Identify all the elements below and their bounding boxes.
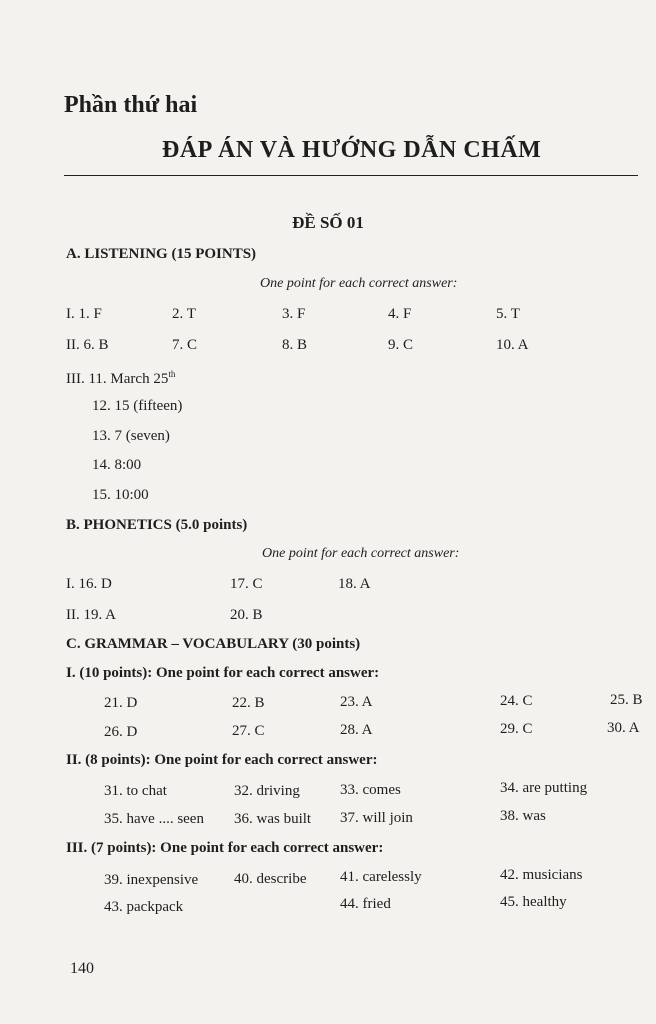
answer-item: 26. D: [104, 724, 138, 740]
grammar-heading: C. GRAMMAR – VOCABULARY (30 points): [66, 636, 361, 652]
answer-item: 9. C: [388, 337, 414, 353]
answer-item: 20. B: [230, 607, 263, 623]
answer-item: 15. 10:00: [92, 487, 149, 503]
answer-item: 24. C: [500, 693, 533, 709]
answer-item: 43. packpack: [104, 899, 184, 915]
answer-item: 13. 7 (seven): [92, 428, 170, 444]
phonetics-note: One point for each correct answer:: [262, 546, 460, 561]
listening-heading: A. LISTENING (15 POINTS): [66, 246, 257, 262]
answer-item: 40. describe: [234, 871, 307, 887]
answer-item: 29. C: [500, 721, 533, 737]
answer-item: II. 19. A: [66, 607, 116, 623]
answer-item: 36. was built: [234, 811, 312, 827]
answer-item: 21. D: [104, 695, 138, 711]
answer-item: 4. F: [388, 306, 412, 322]
answer-item: 38. was: [500, 808, 546, 824]
answer-text: III. 11. March 25: [66, 371, 169, 387]
phonetics-heading: B. PHONETICS (5.0 points): [66, 517, 248, 533]
answer-item: 37. will join: [340, 810, 413, 826]
answer-item: 7. C: [172, 337, 198, 353]
listening-note: One point for each correct answer:: [260, 276, 458, 291]
answer-item: 33. comes: [340, 782, 401, 798]
answer-item: 27. C: [232, 723, 265, 739]
answer-item: 5. T: [496, 306, 520, 322]
answer-item: 23. A: [340, 694, 373, 710]
answer-item: 39. inexpensive: [104, 872, 199, 888]
answer-item: 32. driving: [234, 783, 300, 799]
answer-item: 35. have .... seen: [104, 811, 204, 827]
answer-item: 34. are putting: [500, 780, 588, 796]
answer-item: 10. A: [496, 337, 529, 353]
exam-number: ĐỀ SỐ 01: [292, 213, 364, 232]
answer-item: 14. 8:00: [92, 457, 142, 473]
answer-item: 45. healthy: [500, 894, 567, 910]
answer-item: 28. A: [340, 722, 373, 738]
answer-item: 31. to chat: [104, 783, 167, 799]
answer-item: [66, 369, 175, 388]
answer-item: 44. fried: [340, 896, 391, 912]
answer-item: 25. B: [610, 692, 643, 708]
grammar-part2-heading: II. (8 points): One point for each correct answer:: [66, 752, 378, 768]
answer-item: 41. carelessly: [340, 869, 422, 885]
answer-item: 17. C: [230, 576, 263, 592]
main-title: ĐÁP ÁN VÀ HƯỚNG DẪN CHẤM: [162, 137, 542, 163]
title-rule: [64, 175, 638, 176]
answer-item: 18. A: [338, 576, 371, 592]
answer-item: 42. musicians: [500, 867, 583, 883]
part-title: Phần thứ hai: [64, 92, 198, 118]
answer-item: 30. A: [607, 720, 640, 736]
answer-item: II. 6. B: [66, 337, 109, 353]
answer-item: 3. F: [282, 306, 306, 322]
answer-item: 8. B: [282, 337, 308, 353]
answer-item: 12. 15 (fifteen): [92, 398, 183, 414]
answer-item: 22. B: [232, 695, 265, 711]
page-number: 140: [70, 960, 94, 977]
ordinal-suffix: th: [168, 369, 176, 379]
grammar-part1-heading: I. (10 points): One point for each correct answer:: [66, 665, 380, 681]
grammar-part3-heading: III. (7 points): One point for each correct answer:: [66, 840, 384, 856]
answer-item: I. 16. D: [66, 576, 112, 592]
answer-item: I. 1. F: [66, 306, 102, 322]
answer-item: 2. T: [172, 306, 196, 322]
